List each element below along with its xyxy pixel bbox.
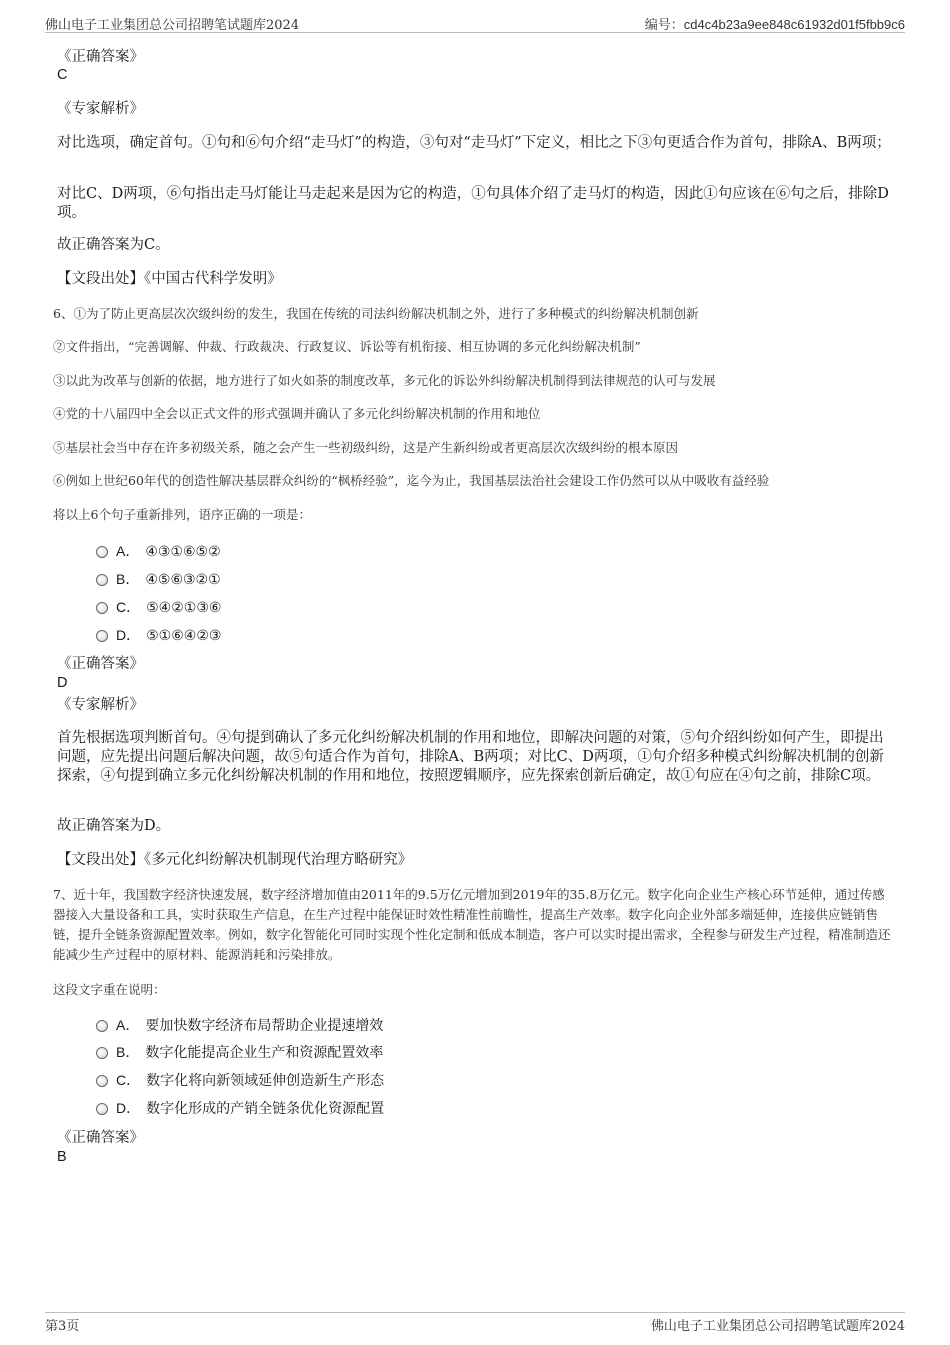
header-code: 编号：cd4c4b23a9ee848c61932d01f5fbb9c6 [644, 17, 905, 32]
q7-option-c[interactable] [96, 1070, 384, 1090]
q5-analysis-p1: 对比选项，确定首句。①句和⑥句介绍“走马灯”的构造，③句对“走马灯”下定义，相比之下③句更适合作为首句，排除A、B两项； [57, 135, 891, 151]
q7-option-a[interactable] [96, 1015, 383, 1035]
option-text: 数字化形成的产销全链条优化资源配置 [146, 1101, 385, 1117]
q5-source: 【文段出处】《中国古代科学发明》 [57, 271, 282, 287]
option-letter: B． [116, 1044, 140, 1060]
option-text: ④③①⑥⑤② [145, 544, 221, 560]
q6-option-a[interactable] [96, 541, 221, 561]
q7-option-b[interactable] [96, 1042, 383, 1062]
q6-sentence-5: ⑤基层社会当中存在许多初级关系，随之会产生一些初级纠纷，这是产生新纠纷或者更高层次次级纠纷的根本原因 [53, 440, 679, 455]
q5-analysis-label: 《专家解析》 [57, 101, 144, 117]
option-text: ⑤①⑥④②③ [146, 628, 222, 644]
q6-sentence-4: ④党的十八届四中全会以正式文件的形式强调并确认了多元化纠纷解决机制的作用和地位 [53, 406, 541, 421]
option-text: ④⑤⑥③②① [145, 572, 221, 588]
q6-sentence-3: ③以此为改革与创新的依据，地方进行了如火如荼的制度改革，多元化的诉讼外纠纷解决机制得到法律规范的认可与发展 [53, 373, 716, 388]
q5-answer: C [57, 67, 68, 83]
radio-icon[interactable] [96, 1075, 108, 1087]
option-letter: D． [116, 627, 141, 643]
q6-option-c[interactable] [96, 597, 221, 617]
option-text: 数字化将向新领域延伸创造新生产形态 [146, 1073, 385, 1089]
q5-analysis-p3: 故正确答案为C。 [57, 237, 170, 253]
radio-icon[interactable] [96, 1103, 108, 1115]
q6-sentence-2: ②文件指出，“完善调解、仲裁、行政裁决、行政复议、诉讼等有机衔接、相互协调的多元化纠纷解决机制” [53, 339, 641, 354]
radio-icon[interactable] [96, 574, 108, 586]
radio-icon[interactable] [96, 1020, 108, 1032]
page-header [45, 14, 905, 33]
q6-option-d[interactable] [96, 625, 221, 645]
option-letter: C． [116, 1072, 141, 1088]
q7-option-d[interactable] [96, 1098, 384, 1118]
q6-source: 【文段出处】《多元化纠纷解决机制现代治理方略研究》 [57, 852, 413, 868]
option-letter: A． [116, 1017, 140, 1033]
q5-answer-label: 《正确答案》 [57, 49, 144, 65]
option-letter: B． [116, 571, 140, 587]
q6-prompt: 将以上6个句子重新排列，语序正确的一项是： [53, 507, 311, 522]
option-text: 数字化能提高企业生产和资源配置效率 [145, 1045, 384, 1061]
q6-analysis-p1: 首先根据选项判断首句。④句提到确认了多元化纠纷解决机制的作用和地位，即解决问题的对策，⑤句介绍纠纷如何产生，即提出问题，应先提出问题后解决问题，故⑤句适合作为首句，排除A、B两项；对比C、D两项，①句介绍多种模式纠纷解决机制的创新探索，④句提到确立多元化纠纷解决机制的作用和地位，按照逻辑顺序，应先探索创新后确定，故①句应在④句之前，排除C项。 [57, 730, 884, 784]
option-letter: D． [116, 1100, 141, 1116]
q6-answer-label: 《正确答案》 [57, 656, 144, 672]
q7-answer-label: 《正确答案》 [57, 1130, 144, 1146]
option-text: 要加快数字经济布局帮助企业提速增效 [145, 1018, 384, 1034]
q6-answer: D [57, 675, 68, 691]
q7-stem: 7、近十年，我国数字经济快速发展，数字经济增加值由2011年的9.5万亿元增加到2019年的35.8万亿元。数字化向企业生产核心环节延伸，通过传感器接入大量设备和工具，实时获取生产信息，在生产过程中能保证时效性精准性前瞻性，提高生产效率。数字化向企业外部多端延伸，连接供应链销售链，提升全链条资源配置效率。例如，数字化智能化可同时实现个性化定制和低成本制造，客户可以实时提出需求，全程参与研发生产过程，精准制造还能减少生产过程中的原材料、能源消耗和污染排放。 [53, 887, 891, 962]
option-letter: A． [116, 543, 140, 559]
q6-option-b[interactable] [96, 569, 221, 589]
radio-icon[interactable] [96, 546, 108, 558]
q5-analysis-p2: 对比C、D两项，⑥句指出走马灯能让马走起来是因为它的构造，①句具体介绍了走马灯的构造，因此①句应该在⑥句之后，排除D项。 [57, 186, 889, 221]
header-title: 佛山电子工业集团总公司招聘笔试题库2024 [45, 18, 300, 33]
q6-analysis-label: 《专家解析》 [57, 697, 144, 713]
footer-page-number: 第3页 [45, 1319, 80, 1334]
q6-sentence-6: ⑥例如上世纪60年代的创造性解决基层群众纠纷的“枫桥经验”，迄今为止，我国基层法治社会建设工作仍然可以从中吸收有益经验 [53, 473, 770, 488]
page-footer [45, 1312, 905, 1333]
footer-title: 佛山电子工业集团总公司招聘笔试题库2024 [650, 1319, 905, 1334]
q7-prompt: 这段文字重在说明： [53, 982, 166, 997]
option-letter: C． [116, 599, 141, 615]
radio-icon[interactable] [96, 1047, 108, 1059]
radio-icon[interactable] [96, 602, 108, 614]
q7-answer: B [57, 1149, 67, 1165]
q6-analysis-p2: 故正确答案为D。 [57, 818, 171, 834]
q6-sentence-1: 6、①为了防止更高层次次级纠纷的发生，我国在传统的司法纠纷解决机制之外，进行了多种模式的纠纷解决机制创新 [53, 306, 699, 321]
radio-icon[interactable] [96, 630, 108, 642]
option-text: ⑤④②①③⑥ [146, 600, 222, 616]
